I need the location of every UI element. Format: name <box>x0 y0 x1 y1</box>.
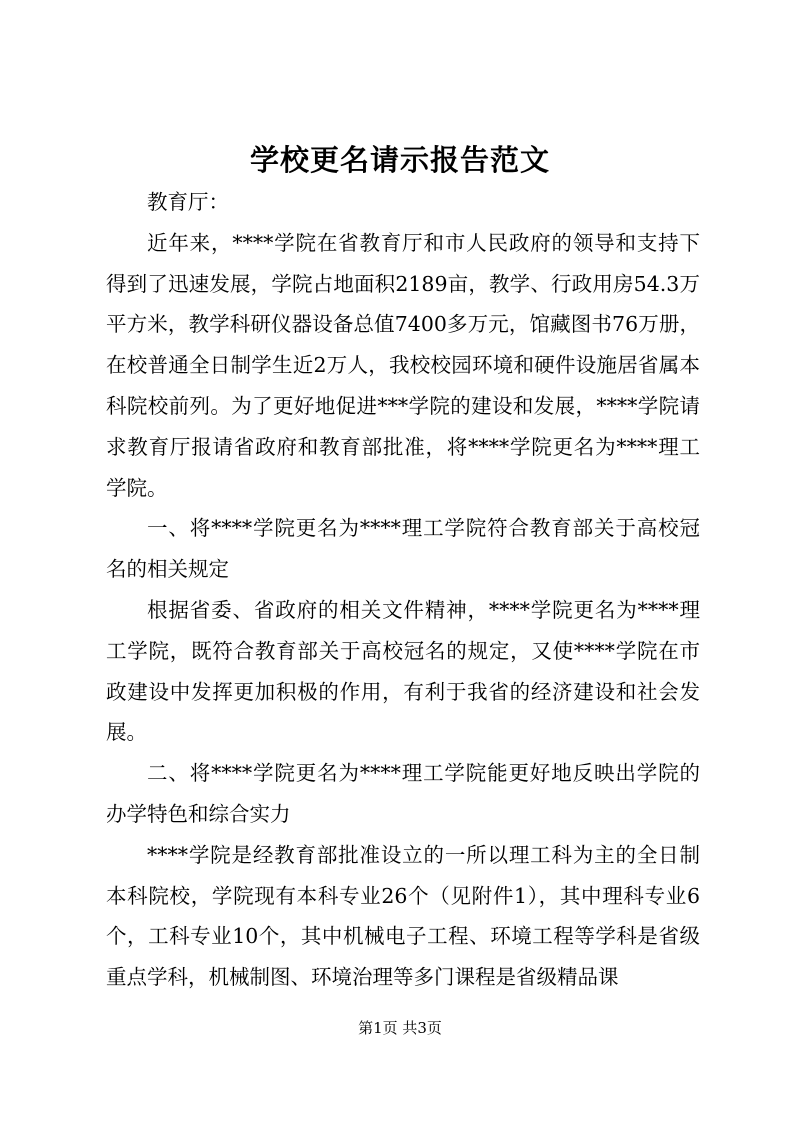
paragraph-section-1: 根据省委、省政府的相关文件精神，****学院更名为****理工学院，既符合教育部关于高校冠名的规定，又使****学院在市政建设中发挥更加积极的作用，有利于我省的经济建设和社会发展。 <box>106 597 700 745</box>
section-heading-2: 二、将****学院更名为****理工学院能更好地反映出学院的办学特色和综合实力 <box>106 761 700 826</box>
paragraph-section-2: ****学院是经教育部批准设立的一所以理工科为主的全日制本科院校，学院现有本科专业26个（见附件1），其中理科专业6个，工科专业10个，其中机械电子工程、环境工程等学科是省级重点学科，机械制图、环境治理等多门课程是省级精品课 <box>106 842 700 990</box>
document-title: 学校更名请示报告范文 <box>249 143 550 177</box>
document-body <box>106 182 700 998</box>
page-footer: 第1页 共3页 <box>358 1019 442 1037</box>
greeting-line: 教育厅： <box>147 190 229 214</box>
paragraph-intro: 近年来，****学院在省教育厅和市人民政府的领导和支持下得到了迅速发展，学院占地面积2189亩，教学、行政用房54.3万平方米，教学科研仪器设备总值7400多万元，馆藏图书76万册，在校普通全日制学生近2万人，我校校园环境和硬件设施居省属本科院校前列。为了更好地促进***学院的建设和发展，****学院请求教育厅报请省政府和教育部批准，将****学院更名为****理工学院。 <box>106 230 700 500</box>
section-heading-1: 一、将****学院更名为****理工学院符合教育部关于高校冠名的相关规定 <box>106 516 700 582</box>
